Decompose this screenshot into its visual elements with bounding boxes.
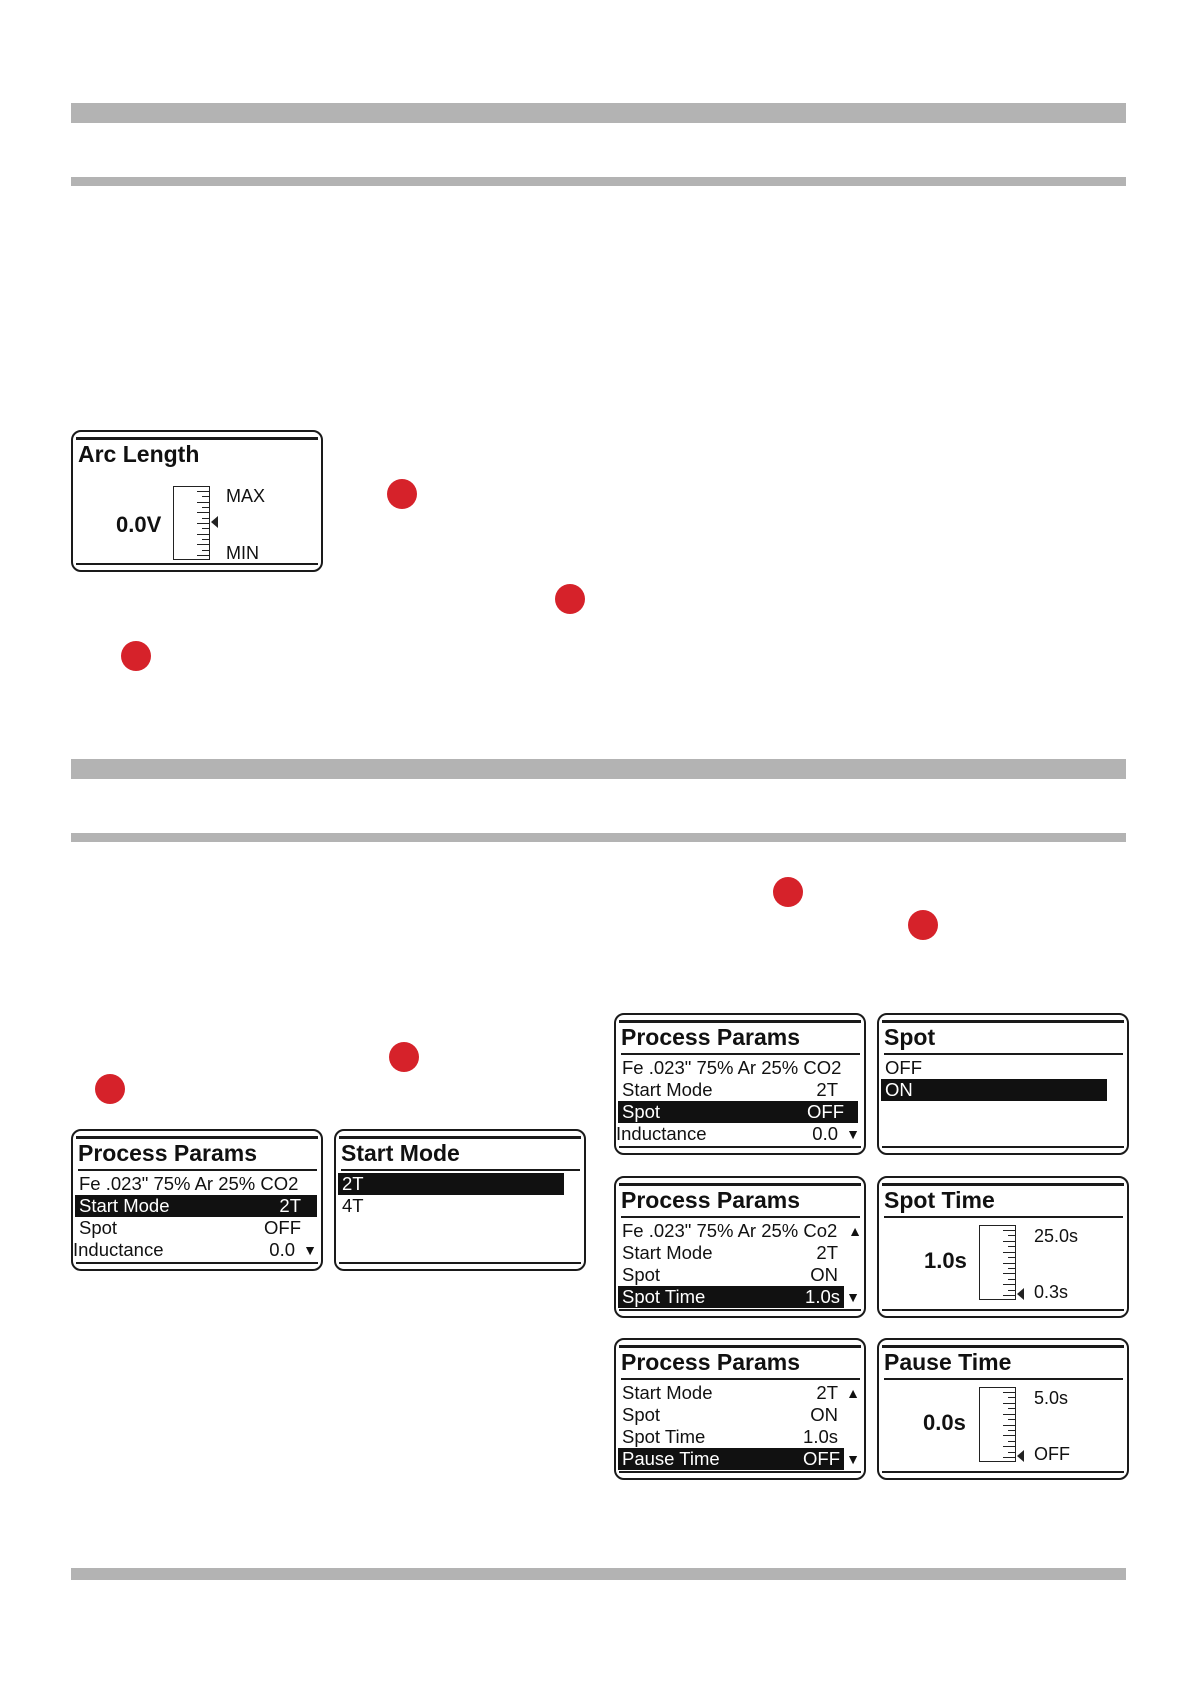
down-arrow-icon[interactable]: ▼ (846, 1451, 860, 1467)
gauge-tick (197, 502, 209, 503)
down-arrow-icon[interactable]: ▼ (303, 1242, 317, 1258)
min-label: OFF (1034, 1444, 1070, 1464)
gauge-tick (1008, 1430, 1015, 1431)
start-mode-row[interactable]: Start Mode 2T (622, 1079, 838, 1100)
down-arrow-icon[interactable]: ▼ (846, 1126, 860, 1142)
screen-title: Process Params (621, 1024, 860, 1055)
max-label: 5.0s (1034, 1388, 1069, 1408)
gas-row[interactable]: Fe .023" 75% Ar 25% CO2 (622, 1057, 842, 1078)
gauge-tick (202, 496, 209, 497)
gas-row[interactable]: Fe .023" 75% Ar 25% Co2 (622, 1220, 838, 1241)
level-gauge (979, 1387, 1016, 1462)
gauge-tick (197, 523, 209, 524)
gauge-tick (1003, 1230, 1015, 1231)
process-params-screen (71, 1129, 323, 1271)
start-mode-row[interactable]: Start Mode 2T (622, 1242, 838, 1263)
spot-screen (877, 1013, 1129, 1155)
pointer-icon (1017, 1450, 1024, 1462)
gauge-tick (197, 544, 209, 545)
gauge-tick (197, 491, 209, 492)
gauge-tick (1003, 1241, 1015, 1242)
marker-dot (95, 1074, 125, 1104)
start-mode-screen (334, 1129, 586, 1271)
spot-time-value: 1.0s (924, 1248, 967, 1273)
down-arrow-icon[interactable]: ▼ (846, 1289, 860, 1305)
screen-title: Pause Time (884, 1349, 1123, 1380)
screen-title: Spot (884, 1024, 1123, 1055)
marker-dot (389, 1042, 419, 1072)
section-divider (71, 833, 1126, 842)
footer-bar (71, 1568, 1126, 1580)
gauge-tick (1008, 1290, 1015, 1291)
gauge-tick (1003, 1425, 1015, 1426)
marker-dot (387, 479, 417, 509)
gauge-tick (1003, 1284, 1015, 1285)
gauge-tick (197, 534, 209, 535)
min-label: 0.3s (1034, 1282, 1069, 1302)
pointer-icon (211, 516, 218, 528)
inductance-row[interactable]: Inductance 0.0 (73, 1239, 295, 1260)
pause-time-value: 0.0s (923, 1410, 966, 1435)
gauge-tick (1008, 1235, 1015, 1236)
gauge-tick (1008, 1452, 1015, 1453)
start-mode-row[interactable]: Start Mode 2T (622, 1382, 838, 1403)
gauge-tick (1003, 1295, 1015, 1296)
gauge-tick (1003, 1263, 1015, 1264)
spot-row[interactable]: Spot ON (622, 1404, 838, 1425)
screen-title: Spot Time (884, 1187, 1123, 1218)
gauge-tick (1003, 1392, 1015, 1393)
gas-row[interactable]: Fe .023" 75% Ar 25% CO2 (79, 1173, 299, 1194)
gauge-tick (1008, 1441, 1015, 1442)
gauge-tick (202, 528, 209, 529)
spot-row[interactable]: Spot OFF (618, 1101, 858, 1123)
spot-time-screen (877, 1176, 1129, 1318)
gauge-tick (1003, 1403, 1015, 1404)
pause-time-row[interactable]: Pause Time OFF (618, 1448, 844, 1470)
section-bar (71, 103, 1126, 123)
inductance-row[interactable]: Inductance 0.0 (616, 1123, 838, 1144)
gauge-tick (1008, 1246, 1015, 1247)
option-4t[interactable]: 4T (342, 1195, 364, 1216)
gauge-tick (1003, 1273, 1015, 1274)
gauge-tick (202, 539, 209, 540)
gauge-tick (1003, 1446, 1015, 1447)
marker-dot (773, 877, 803, 907)
section-divider (71, 177, 1126, 186)
spot-row[interactable]: Spot ON (622, 1264, 838, 1285)
gauge-tick (1003, 1414, 1015, 1415)
screen-title: Process Params (621, 1187, 860, 1218)
gauge-tick (1008, 1257, 1015, 1258)
option-off[interactable]: OFF (885, 1057, 922, 1078)
gauge-tick (1008, 1268, 1015, 1269)
level-gauge (173, 486, 210, 560)
option-2t[interactable]: 2T (338, 1173, 564, 1195)
level-gauge (979, 1225, 1016, 1300)
up-arrow-icon[interactable]: ▲ (848, 1223, 862, 1239)
screen-title: Process Params (78, 1140, 317, 1171)
gauge-tick (197, 555, 209, 556)
arc-length-screen (71, 430, 323, 572)
gauge-tick (1003, 1457, 1015, 1458)
option-on[interactable]: ON (881, 1079, 1107, 1101)
pointer-icon (1017, 1288, 1024, 1300)
gauge-tick (1008, 1408, 1015, 1409)
gauge-tick (1008, 1419, 1015, 1420)
max-label: 25.0s (1034, 1226, 1079, 1246)
screen-title: Process Params (621, 1349, 860, 1380)
spot-time-row[interactable]: Spot Time 1.0s (618, 1286, 844, 1308)
marker-dot (121, 641, 151, 671)
screen-title: Arc Length (78, 441, 200, 467)
gauge-tick (202, 518, 209, 519)
min-label: MIN (226, 543, 259, 563)
process-params-screen (614, 1176, 866, 1318)
gauge-tick (202, 550, 209, 551)
marker-dot (555, 584, 585, 614)
screen-title: Start Mode (341, 1140, 580, 1171)
process-params-screen (614, 1338, 866, 1480)
spot-row[interactable]: Spot OFF (79, 1217, 301, 1238)
gauge-tick (1008, 1279, 1015, 1280)
gauge-tick (197, 512, 209, 513)
section-bar (71, 759, 1126, 779)
gauge-tick (1008, 1397, 1015, 1398)
arc-length-value: 0.0V (116, 512, 162, 537)
start-mode-row[interactable]: Start Mode 2T (75, 1195, 317, 1217)
gauge-tick (1003, 1435, 1015, 1436)
gauge-tick (202, 507, 209, 508)
marker-dot (908, 910, 938, 940)
process-params-screen (614, 1013, 866, 1155)
spot-time-row[interactable]: Spot Time 1.0s (622, 1426, 838, 1447)
up-arrow-icon[interactable]: ▲ (846, 1385, 860, 1401)
max-label: MAX (226, 486, 266, 506)
gauge-tick (1003, 1252, 1015, 1253)
pause-time-screen (877, 1338, 1129, 1480)
